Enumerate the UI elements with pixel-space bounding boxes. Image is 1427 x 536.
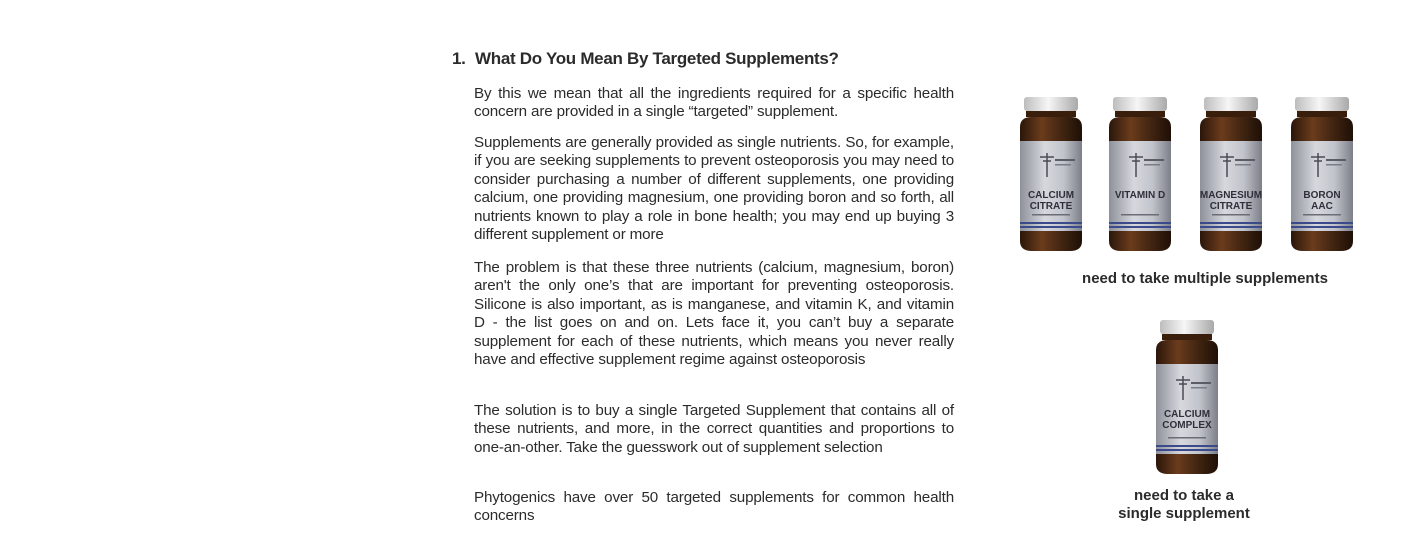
paragraph-single-nutrients: Supplements are generally provided as single nutrients. So, for example, if you are seeking supplements to prevent osteoporosis you may need to consider purchasing a number of different supplements, one providing calcium, one providing magnesium, one providing boron and so forth, all nutrients known to play a role in bone health; you may end up buying 3 different supplement or more xyxy=(474,134,954,244)
section-title: What Do You Mean By Targeted Supplements? xyxy=(475,49,839,68)
bottle-image xyxy=(1148,318,1226,476)
bottle-label-line1: MAGNESIUM xyxy=(1199,190,1263,201)
bottle-image xyxy=(1192,95,1270,253)
bottle-label xyxy=(1012,191,1090,212)
supplement-bottle-magnesium-citrate xyxy=(1192,95,1270,253)
bottle-label-line2: CITRATE xyxy=(1029,200,1073,212)
bottle-image xyxy=(1012,95,1090,253)
supplement-bottle-boron-aac xyxy=(1283,95,1361,253)
bottle-label xyxy=(1148,410,1226,431)
section-number: 1. xyxy=(452,49,466,68)
paragraph-problem: The problem is that these three nutrients (calcium, magnesium, boron) aren't the only one’s that are important for preventing osteoporosis. Silicone is also important, as is manganese, and vitamin K, and vitamin D - the list goes on and on. Lets face it, you can’t buy a separate supplement for each of these nutrients, which means you never really have and effective supplement regime against osteoporosis xyxy=(474,259,954,369)
bottle-label-line1: CALCIUM xyxy=(1163,409,1211,420)
paragraph-solution: The solution is to buy a single Targeted Supplement that contains all of these nutrients, and more, in the correct quantities and proportions to one-an-other. Take the guesswork out of supplement selection xyxy=(474,402,954,456)
caption-single-line1: need to take a xyxy=(1133,487,1235,504)
paragraph-phytogenics: Phytogenics have over 50 targeted supplements for common health concerns xyxy=(474,489,954,525)
bottle-label-line1: BORON xyxy=(1303,190,1341,201)
bottle-image xyxy=(1283,95,1361,253)
section-heading xyxy=(452,49,839,69)
bottle-label xyxy=(1283,191,1361,212)
caption-single-supplement xyxy=(1090,487,1278,523)
supplement-bottle-calcium-complex xyxy=(1148,318,1226,476)
bottle-image xyxy=(1101,95,1179,253)
bottle-label-line2: CITRATE xyxy=(1209,200,1253,212)
caption-multiple-supplements: need to take multiple supplements xyxy=(1082,270,1328,287)
bottle-label-line1: VITAMIN D xyxy=(1114,190,1166,201)
supplement-bottle-vitamin-d xyxy=(1101,95,1179,253)
caption-single-line2: single supplement xyxy=(1118,505,1250,522)
bottle-label-line1: CALCIUM xyxy=(1027,190,1075,201)
bottle-label xyxy=(1101,191,1179,202)
bottle-label-line2: AAC xyxy=(1311,200,1333,212)
supplement-bottle-calcium-citrate xyxy=(1012,95,1090,253)
paragraph-intro: By this we mean that all the ingredients required for a specific health concern are provided in a single “targeted” supplement. xyxy=(474,85,954,121)
bottle-label-line2: COMPLEX xyxy=(1162,419,1212,431)
bottle-label xyxy=(1192,191,1270,212)
